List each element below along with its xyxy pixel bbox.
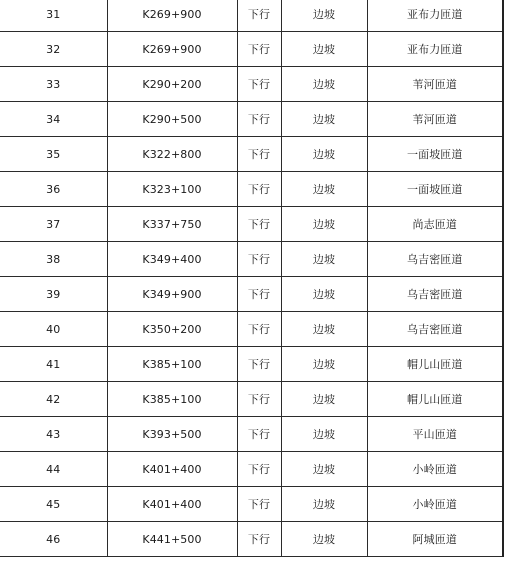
- row-number-cell: 40: [0, 312, 107, 347]
- table-row: [0, 417, 503, 452]
- direction-cell: 下行: [237, 32, 281, 67]
- row-number-cell: 33: [0, 67, 107, 102]
- direction-cell: 下行: [237, 277, 281, 312]
- table-row: [0, 32, 503, 67]
- row-number-cell: 37: [0, 207, 107, 242]
- direction-cell: 下行: [237, 487, 281, 522]
- row-number-cell: 31: [0, 0, 107, 32]
- direction-cell: 下行: [237, 137, 281, 172]
- stake-number-cell: K269+900: [107, 32, 237, 67]
- location-cell: 小岭匝道: [367, 487, 503, 522]
- stake-number-cell: K401+400: [107, 487, 237, 522]
- stake-number-cell: K441+500: [107, 522, 237, 557]
- stake-number-cell: K350+200: [107, 312, 237, 347]
- row-number-cell: 46: [0, 522, 107, 557]
- location-cell: 苇河匝道: [367, 102, 503, 137]
- table-row: [0, 172, 503, 207]
- stake-number-cell: K323+100: [107, 172, 237, 207]
- stake-number-cell: K401+400: [107, 452, 237, 487]
- type-cell: 边坡: [281, 207, 367, 242]
- type-cell: 边坡: [281, 417, 367, 452]
- location-cell: 乌吉密匝道: [367, 242, 503, 277]
- type-cell: 边坡: [281, 67, 367, 102]
- direction-cell: 下行: [237, 522, 281, 557]
- type-cell: 边坡: [281, 347, 367, 382]
- type-cell: 边坡: [281, 277, 367, 312]
- location-cell: 亚布力匝道: [367, 32, 503, 67]
- type-cell: 边坡: [281, 452, 367, 487]
- type-cell: 边坡: [281, 242, 367, 277]
- stake-number-cell: K322+800: [107, 137, 237, 172]
- type-cell: 边坡: [281, 32, 367, 67]
- location-cell: 乌吉密匝道: [367, 277, 503, 312]
- stake-number-cell: K349+400: [107, 242, 237, 277]
- table-row: [0, 487, 503, 522]
- row-number-cell: 41: [0, 347, 107, 382]
- row-number-cell: 44: [0, 452, 107, 487]
- type-cell: 边坡: [281, 137, 367, 172]
- direction-cell: 下行: [237, 67, 281, 102]
- direction-cell: 下行: [237, 102, 281, 137]
- direction-cell: 下行: [237, 207, 281, 242]
- stake-number-cell: K385+100: [107, 347, 237, 382]
- location-cell: 一面坡匝道: [367, 172, 503, 207]
- table-row: [0, 347, 503, 382]
- row-number-cell: 39: [0, 277, 107, 312]
- stake-number-cell: K349+900: [107, 277, 237, 312]
- row-number-cell: 36: [0, 172, 107, 207]
- type-cell: 边坡: [281, 522, 367, 557]
- location-cell: 帽儿山匝道: [367, 382, 503, 417]
- type-cell: 边坡: [281, 382, 367, 417]
- row-number-cell: 45: [0, 487, 107, 522]
- table-row: [0, 102, 503, 137]
- row-number-cell: 42: [0, 382, 107, 417]
- direction-cell: 下行: [237, 312, 281, 347]
- table-row: [0, 207, 503, 242]
- stake-number-cell: K290+200: [107, 67, 237, 102]
- location-cell: 小岭匝道: [367, 452, 503, 487]
- stake-number-cell: K269+900: [107, 0, 237, 32]
- type-cell: 边坡: [281, 0, 367, 32]
- type-cell: 边坡: [281, 487, 367, 522]
- location-cell: 乌吉密匝道: [367, 312, 503, 347]
- row-number-cell: 38: [0, 242, 107, 277]
- stake-number-cell: K393+500: [107, 417, 237, 452]
- direction-cell: 下行: [237, 382, 281, 417]
- location-cell: 帽儿山匝道: [367, 347, 503, 382]
- location-cell: 苇河匝道: [367, 67, 503, 102]
- table-row: [0, 137, 503, 172]
- table-row: [0, 522, 503, 557]
- row-number-cell: 35: [0, 137, 107, 172]
- type-cell: 边坡: [281, 102, 367, 137]
- location-cell: 亚布力匝道: [367, 0, 503, 32]
- table-row: [0, 67, 503, 102]
- table-row: [0, 382, 503, 417]
- table-row: [0, 452, 503, 487]
- type-cell: 边坡: [281, 312, 367, 347]
- location-cell: 平山匝道: [367, 417, 503, 452]
- row-number-cell: 34: [0, 102, 107, 137]
- direction-cell: 下行: [237, 0, 281, 32]
- table-row: [0, 0, 503, 32]
- direction-cell: 下行: [237, 242, 281, 277]
- direction-cell: 下行: [237, 417, 281, 452]
- direction-cell: 下行: [237, 172, 281, 207]
- direction-cell: 下行: [237, 452, 281, 487]
- stake-number-cell: K385+100: [107, 382, 237, 417]
- stake-number-cell: K290+500: [107, 102, 237, 137]
- table-row: [0, 277, 503, 312]
- direction-cell: 下行: [237, 347, 281, 382]
- table-row: [0, 242, 503, 277]
- location-cell: 阿城匝道: [367, 522, 503, 557]
- location-cell: 一面坡匝道: [367, 137, 503, 172]
- type-cell: 边坡: [281, 172, 367, 207]
- row-number-cell: 43: [0, 417, 107, 452]
- row-number-cell: 32: [0, 32, 107, 67]
- stake-number-cell: K337+750: [107, 207, 237, 242]
- table-row: [0, 312, 503, 347]
- location-cell: 尚志匝道: [367, 207, 503, 242]
